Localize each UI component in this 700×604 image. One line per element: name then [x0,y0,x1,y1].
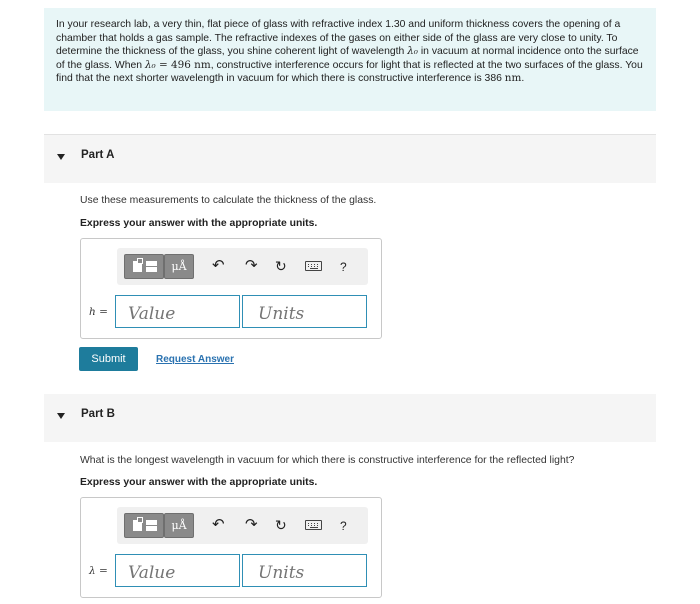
equals-sign: = [95,565,108,577]
template-square-icon [133,261,142,272]
help-icon[interactable]: ? [340,260,347,274]
problem-text-4: . [521,73,525,85]
templates-icon[interactable] [124,513,164,538]
lambda-symbol: λ₀ [407,45,418,58]
redo-icon[interactable]: ↷ [245,516,258,533]
part-a-header[interactable] [44,135,656,183]
math-toolbar [117,248,368,285]
template-fraction-icon [146,261,157,272]
redo-icon[interactable]: ↷ [245,257,258,274]
problem-text-2: in vacuum at normal incidence onto the surface of the glass. When [56,46,639,71]
keyboard-icon[interactable] [305,520,322,530]
lambda-symbol: λ₀ [144,58,156,71]
equals-sign: = [95,306,108,318]
part-a-question: Use these measurements to calculate the thickness of the glass. [80,195,377,206]
part-b-header[interactable] [44,394,656,442]
part-b-question: What is the longest wavelength in vacuum for which there is constructive interference for the reflected light? [80,455,575,466]
request-answer-link[interactable]: Request Answer [156,354,234,365]
unit-nm: nm [504,72,522,85]
variable-label [89,306,108,318]
units-icon[interactable]: μÅ [164,513,194,538]
units-input[interactable] [242,295,367,328]
part-a-answer-box [80,238,382,339]
variable-lambda: λ [89,565,96,577]
part-a-instructions: Express your answer with the appropriate units. [80,218,318,229]
part-b-answer-box [80,497,382,598]
submit-button[interactable]: Submit [79,347,138,371]
problem-statement [44,8,656,111]
reset-icon[interactable]: ↻ [275,517,287,533]
math-toolbar [117,507,368,544]
variable-h: h [89,306,96,318]
unit-nm: nm [194,58,211,71]
caret-down-icon[interactable] [57,154,65,160]
undo-icon[interactable]: ↶ [212,257,225,274]
undo-icon[interactable]: ↶ [212,516,225,533]
variable-label [89,565,108,577]
caret-down-icon[interactable] [57,413,65,419]
template-fraction-icon [146,520,157,531]
part-b-title: Part B [81,408,115,420]
value-input[interactable] [115,295,240,328]
template-square-icon [133,520,142,531]
problem-text-1: In your research lab, a very thin, flat piece of glass with refractive index 1.30 and uniform thickness covers the opening of a chamber that holds a gas sample. The refractive indexes of the gases on either side of the glass are very close to unity. To determine the thickness of the glass, you shine coherent light of wavelength [56,19,621,58]
part-b-instructions: Express your answer with the appropriate units. [80,477,318,488]
templates-icon[interactable] [124,254,164,279]
problem-text-3: , constructive interference occurs for light that is reflected at the two surfaces of the glass. You find that the next shorter wavelength in vacuum for which there is constructive interference is 386 [56,59,643,85]
help-icon[interactable]: ? [340,519,347,533]
equation-value: = 496 [155,58,195,71]
keyboard-icon[interactable] [305,261,322,271]
reset-icon[interactable]: ↻ [275,258,287,274]
units-input[interactable] [242,554,367,587]
part-a-title: Part A [81,149,115,161]
units-icon[interactable]: μÅ [164,254,194,279]
value-input[interactable] [115,554,240,587]
